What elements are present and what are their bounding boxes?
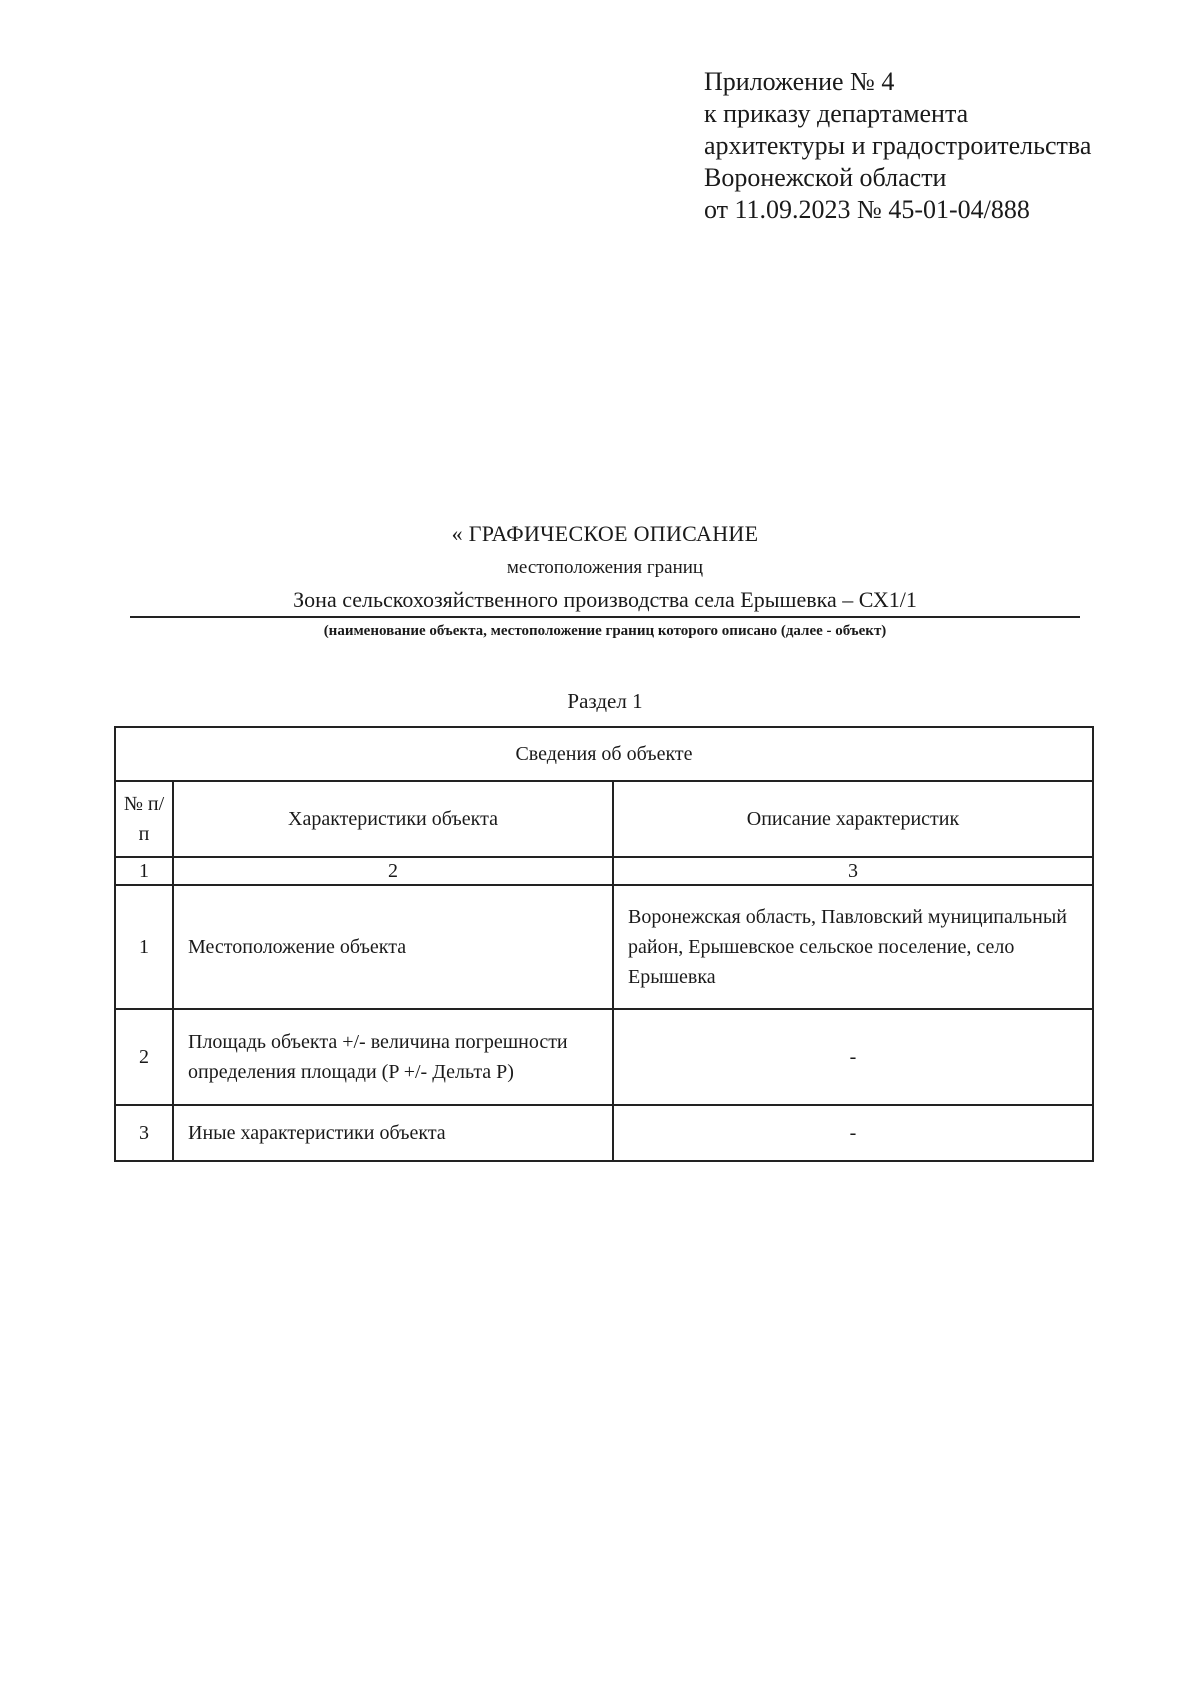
header-characteristic: Характеристики объекта: [173, 781, 613, 857]
title-block: [130, 520, 1080, 640]
table-caption: Сведения об объекте: [115, 727, 1093, 781]
section-label: Раздел 1: [567, 689, 643, 713]
row-num: 2: [115, 1009, 173, 1105]
table-row: [115, 1105, 1093, 1161]
column-number: 1: [115, 857, 173, 885]
table-caption-row: [115, 727, 1093, 781]
row-num: 3: [115, 1105, 173, 1161]
appendix-line: к приказу департамента: [704, 99, 969, 128]
row-description: -: [613, 1105, 1093, 1161]
document-title: « ГРАФИЧЕСКОЕ ОПИСАНИЕ: [451, 521, 759, 546]
table-row: [115, 885, 1093, 1009]
row-characteristic: Местоположение объекта: [173, 885, 613, 1009]
column-number-row: [115, 857, 1093, 885]
object-info-table: [114, 726, 1094, 1162]
object-name-caption: (наименование объекта, местоположение границ которого описано (далее - объект): [323, 623, 887, 639]
column-number: 2: [173, 857, 613, 885]
row-description: Воронежская область, Павловский муниципальный район, Ерышевское сельское поселение, село Ерышевка: [613, 885, 1093, 1009]
appendix-order-date: от 11.09.2023 № 45-01-04/888: [704, 195, 1030, 224]
row-description: -: [613, 1009, 1093, 1105]
appendix-line: Воронежской области: [704, 163, 947, 192]
row-characteristic: Площадь объекта +/- величина погрешности определения площади (P +/- Дельта P): [173, 1009, 613, 1105]
table-header-row: [115, 781, 1093, 857]
object-name: Зона сельскохозяйственного производства села Ерышевка – СХ1/1: [130, 586, 1080, 618]
appendix-line: архитектуры и градостроительства: [704, 131, 1092, 160]
document-subtitle: местоположения границ: [506, 557, 704, 578]
column-number: 3: [613, 857, 1093, 885]
header-num: № п/п: [115, 781, 173, 857]
row-characteristic: Иные характеристики объекта: [173, 1105, 613, 1161]
row-num: 1: [115, 885, 173, 1009]
table-row: [115, 1009, 1093, 1105]
header-description: Описание характеристик: [613, 781, 1093, 857]
appendix-line: Приложение № 4: [704, 67, 895, 96]
appendix-block: [704, 66, 1091, 226]
